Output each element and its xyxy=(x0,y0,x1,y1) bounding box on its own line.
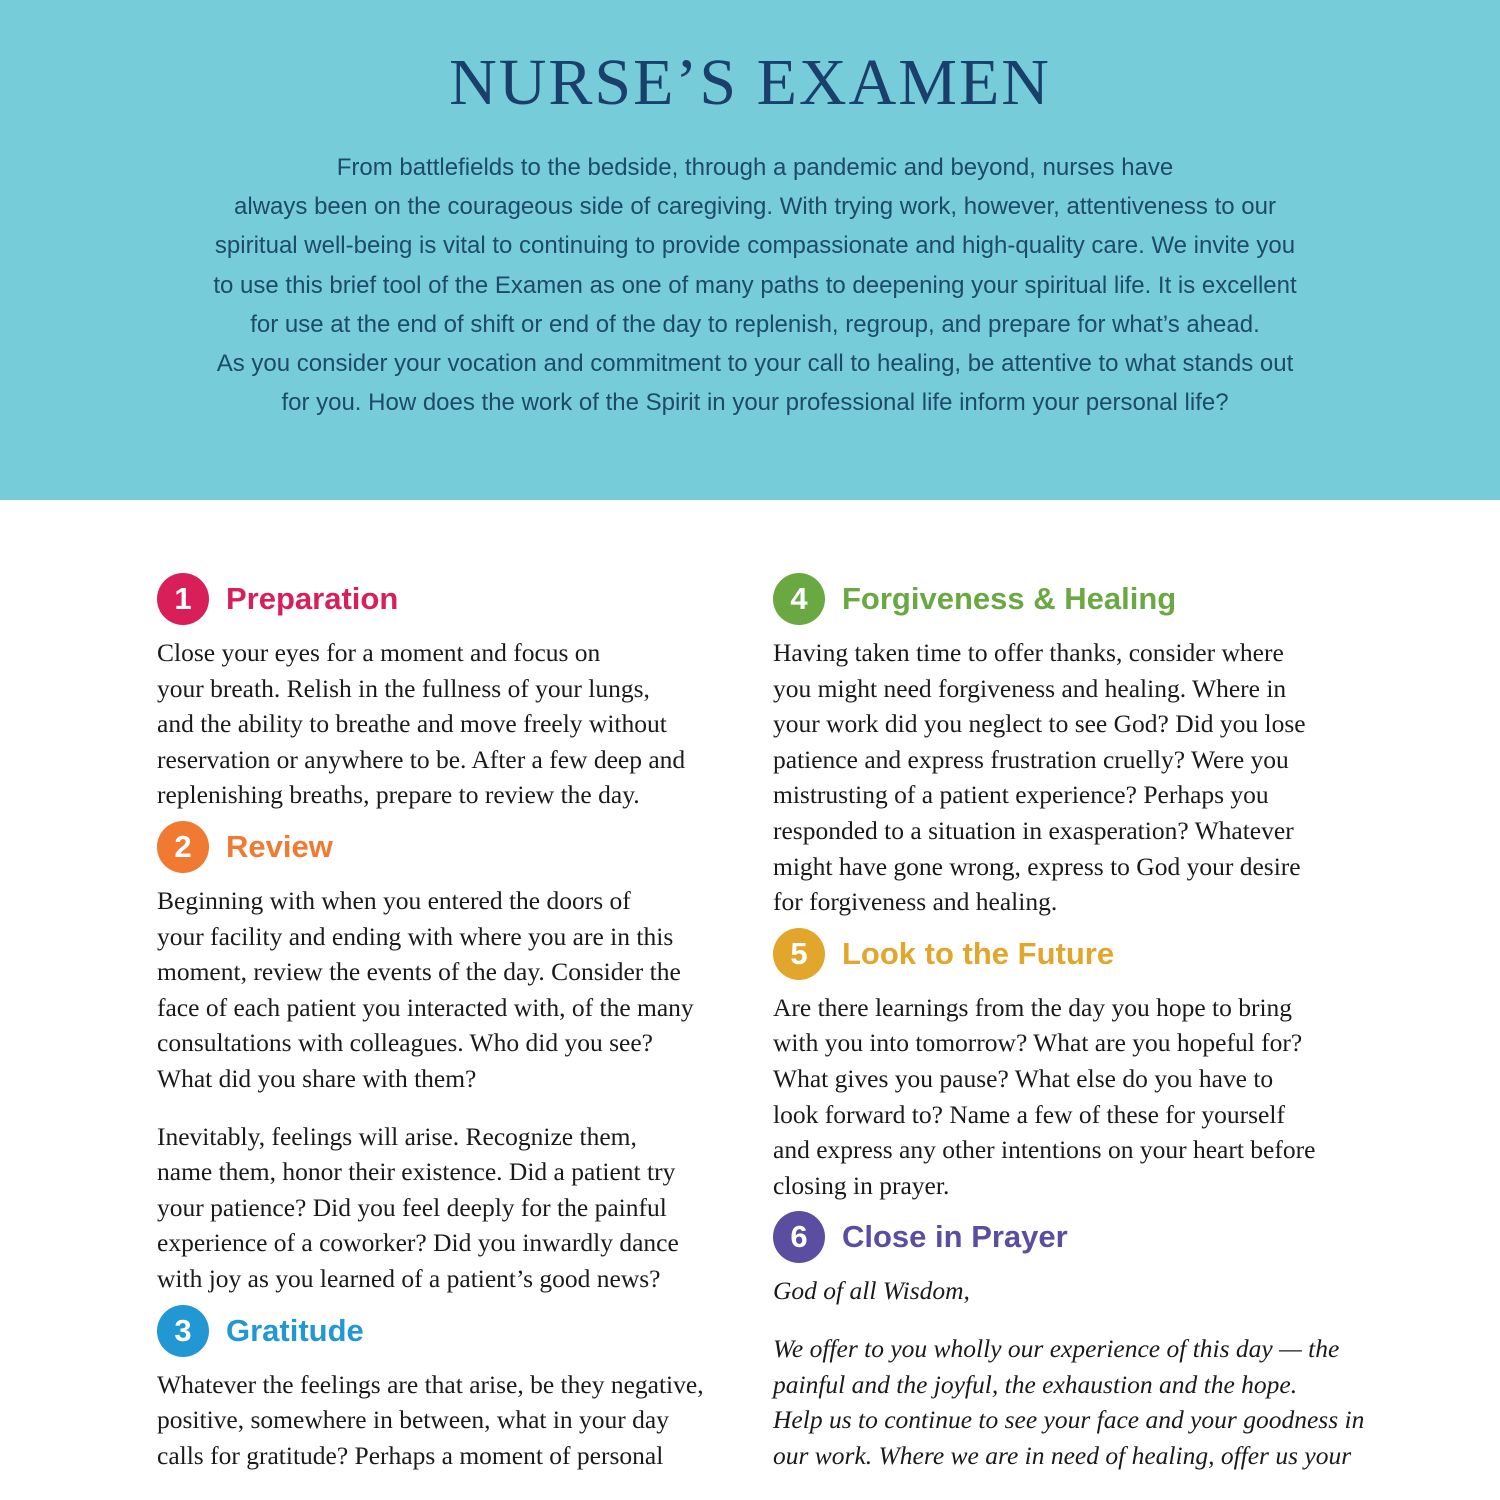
section-heading xyxy=(157,1305,757,1357)
left-column xyxy=(157,573,757,1473)
text-line: might have gone wrong, express to God your desire xyxy=(773,851,1301,881)
text-line: moment, review the events of the day. Consider the xyxy=(157,957,681,987)
text-line: and the ability to breathe and move freely without xyxy=(157,709,667,739)
section-heading xyxy=(773,928,1373,980)
text-line: closing in prayer. xyxy=(773,1170,950,1200)
section-title: Forgiveness & Healing xyxy=(842,581,1177,616)
page-title: NURSE’S EXAMEN xyxy=(449,46,1051,119)
text-line: name them, honor their existence. Did a patient try xyxy=(157,1157,676,1187)
intro-line: As you consider your vocation and commitment to your call to healing, be attentive to what stands out xyxy=(216,350,1294,378)
section-forgiveness-healing xyxy=(773,573,1373,920)
text-line: you might need forgiveness and healing. Where in xyxy=(773,673,1287,703)
section-close-in-prayer xyxy=(773,1211,1373,1473)
text-line: replenishing breaths, prepare to review the day. xyxy=(157,780,640,810)
text-line: and express any other intentions on your heart before xyxy=(773,1135,1316,1165)
section-title: Gratitude xyxy=(226,1312,364,1348)
text-line: Beginning with when you entered the doors of xyxy=(157,885,631,915)
text-line: reservation or anywhere to be. After a few deep and xyxy=(157,744,686,774)
section-heading xyxy=(157,821,757,873)
section-paragraph xyxy=(157,883,757,1097)
intro-line: for you. How does the work of the Spirit in your professional life inform your personal life? xyxy=(281,389,1229,417)
text-line: with joy as you learned of a patient’s good news? xyxy=(157,1263,661,1293)
text-line: for forgiveness and healing. xyxy=(773,887,1058,917)
section-heading xyxy=(773,1211,1373,1263)
text-line: painful and the joyful, the exhaustion and the hope. xyxy=(773,1369,1298,1399)
section-look-to-the-future xyxy=(773,928,1373,1204)
text-line: mistrusting of a patient experience? Perhaps you xyxy=(773,780,1269,810)
text-line: positive, somewhere in between, what in your day xyxy=(157,1405,669,1435)
section-paragraph xyxy=(157,1119,757,1297)
text-line: God of all Wisdom, xyxy=(773,1276,970,1306)
text-line: face of each patient you interacted with, of the many xyxy=(157,992,694,1022)
intro-line: to use this brief tool of the Examen as one of many paths to deepening your spiritual life. It is excellent xyxy=(213,271,1297,299)
step-number-badge: 1 xyxy=(157,573,209,625)
text-line: Whatever the feelings are that arise, be they negative, xyxy=(157,1369,704,1399)
section-paragraph xyxy=(773,990,1373,1204)
text-line: responded to a situation in exasperation? Whatever xyxy=(773,815,1294,845)
text-line: with you into tomorrow? What are you hopeful for? xyxy=(773,1028,1303,1058)
section-title: Preparation xyxy=(226,581,399,616)
text-line: look forward to? Name a few of these for yourself xyxy=(773,1099,1285,1129)
right-column xyxy=(773,573,1373,1473)
step-number-badge: 4 xyxy=(773,573,825,625)
step-number-badge: 3 xyxy=(157,1305,209,1357)
section-heading xyxy=(773,573,1373,625)
text-line: consultations with colleagues. Who did you see? xyxy=(157,1028,653,1058)
text-line: experience of a coworker? Did you inwardly dance xyxy=(157,1228,679,1258)
text-line: Having taken time to offer thanks, consider where xyxy=(773,638,1284,667)
prayer-text xyxy=(773,1331,1373,1473)
text-line: We offer to you wholly our experience of this day — the xyxy=(773,1333,1340,1363)
section-review xyxy=(157,821,757,1297)
text-line: What did you share with them? xyxy=(157,1063,477,1093)
step-number-badge: 6 xyxy=(773,1211,825,1263)
section-paragraph xyxy=(773,635,1373,920)
section-heading xyxy=(157,573,757,625)
section-paragraph xyxy=(157,1367,757,1474)
text-line: patience and express frustration cruelly? Were you xyxy=(773,744,1289,774)
intro-line: for use at the end of shift or end of the day to replenish, regroup, and prepare for what’s ahead. xyxy=(250,310,1260,338)
section-preparation xyxy=(157,573,757,813)
text-line: your patience? Did you feel deeply for the painful xyxy=(157,1192,667,1222)
section-title: Review xyxy=(226,828,333,864)
text-line: Are there learnings from the day you hope to bring xyxy=(773,992,1293,1022)
text-line: your breath. Relish in the fullness of your lungs, xyxy=(157,673,650,703)
text-line: Help us to continue to see your face and your goodness in xyxy=(773,1405,1365,1435)
section-gratitude xyxy=(157,1305,757,1474)
intro-line: always been on the courageous side of caregiving. With trying work, however, attentiveness to our xyxy=(234,193,1276,221)
text-line: calls for gratitude? Perhaps a moment of personal xyxy=(157,1440,664,1470)
step-number-badge: 2 xyxy=(157,821,209,873)
text-line: your work did you neglect to see God? Did you lose xyxy=(773,709,1306,739)
intro-line: From battlefields to the bedside, through a pandemic and beyond, nurses have xyxy=(336,154,1174,181)
prayer-salutation xyxy=(773,1273,1373,1309)
text-line: Close your eyes for a moment and focus on xyxy=(157,638,601,667)
text-line: your facility and ending with where you are in this xyxy=(157,921,674,951)
section-title: Look to the Future xyxy=(842,935,1115,971)
section-paragraph xyxy=(157,635,757,813)
text-line: our work. Where we are in need of healing, offer us your xyxy=(773,1440,1352,1470)
step-number-badge: 5 xyxy=(773,928,825,980)
intro-paragraph xyxy=(100,148,1410,422)
intro-line: spiritual well-being is vital to continuing to provide compassionate and high-quality care. We invite you xyxy=(214,232,1296,260)
text-line: What gives you pause? What else do you have to xyxy=(773,1063,1274,1093)
text-line: Inevitably, feelings will arise. Recognize them, xyxy=(157,1121,637,1151)
header-banner xyxy=(0,0,1500,500)
section-title: Close in Prayer xyxy=(842,1219,1068,1255)
